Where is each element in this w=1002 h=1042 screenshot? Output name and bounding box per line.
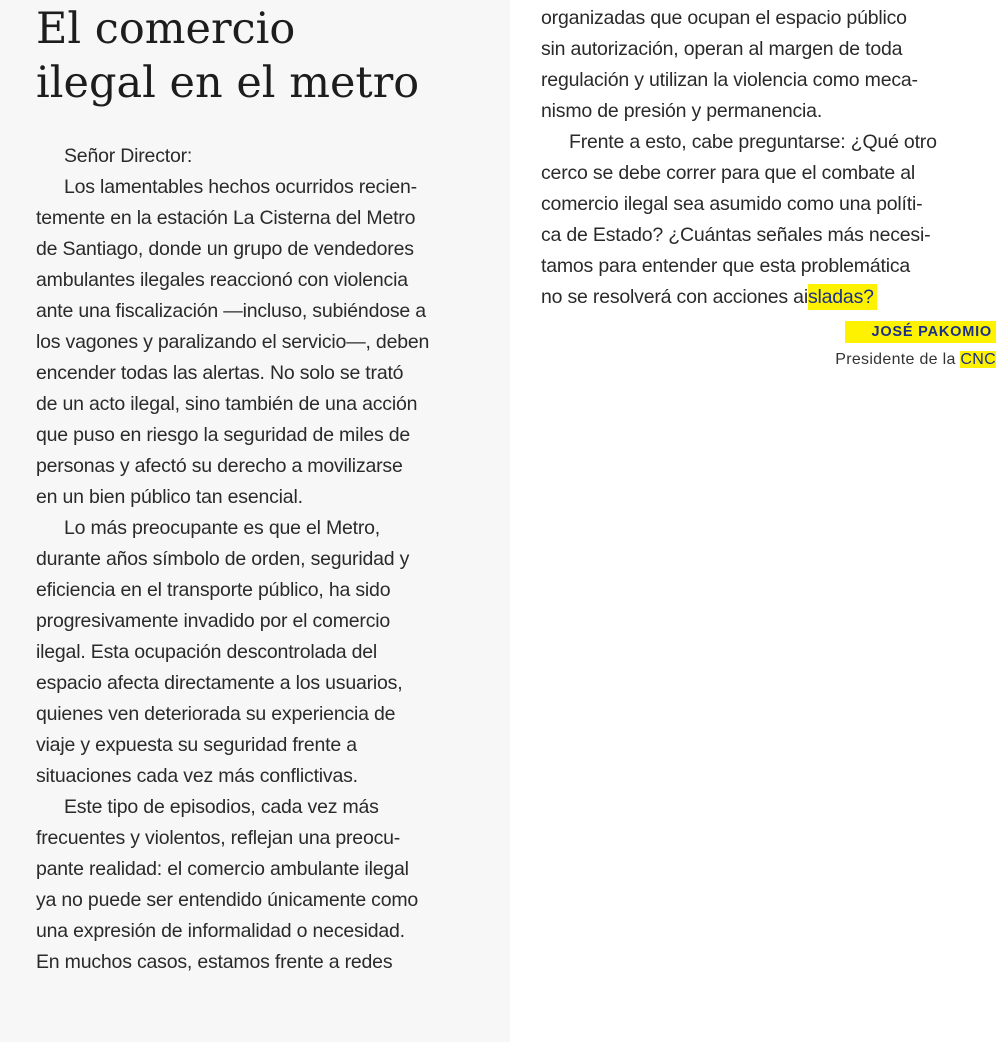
text-line: situaciones cada vez más conflictivas. — [36, 765, 358, 787]
text-line: comercio ilegal sea asumido como una políti- — [541, 193, 923, 215]
organization-acronym: CNC — [960, 351, 996, 368]
text-line: Lo más preocupante es que el Metro, — [64, 517, 381, 539]
text-line: quienes ven deteriorada su experiencia de — [36, 703, 396, 725]
text-line: pante realidad: el comercio ambulante ilegal — [36, 858, 409, 880]
text-line: temente en la estación La Cisterna del Metro — [36, 207, 416, 229]
article-title — [36, 2, 419, 110]
text-line: los vagones y paralizando el servicio—, deben — [36, 331, 430, 353]
highlighted-word: sladas? — [808, 284, 877, 310]
text-line: En muchos casos, estamos frente a redes — [36, 951, 393, 973]
right-column-text — [541, 3, 937, 313]
signature-role — [835, 347, 996, 373]
text-line: de un acto ilegal, sino también de una acción — [36, 393, 418, 415]
text-line: eficiencia en el transporte público, ha sido — [36, 579, 391, 601]
text-line: frecuentes y violentos, reflejan una preocu- — [36, 827, 401, 849]
text-line: organizadas que ocupan el espacio público — [541, 7, 907, 29]
text-line: ilegal. Esta ocupación descontrolada del — [36, 641, 378, 663]
text-line: ya no puede ser entendido únicamente como — [36, 889, 419, 911]
text-line: de Santiago, donde un grupo de vendedores — [36, 238, 414, 260]
left-column-text — [36, 141, 429, 978]
last-text-line — [541, 282, 937, 313]
text-line: viaje y expuesta su seguridad frente a — [36, 734, 357, 756]
title-line: El comercio — [36, 4, 296, 54]
text-line: Los lamentables hechos ocurridos recien- — [64, 176, 417, 198]
last-line-prefix: no se resolverá con acciones ai — [541, 286, 808, 308]
text-line: ambulantes ilegales reaccionó con violencia — [36, 269, 408, 291]
text-line: regulación y utilizan la violencia como meca- — [541, 69, 918, 91]
salutation: Señor Director: — [64, 145, 193, 167]
text-line: Este tipo de episodios, cada vez más — [64, 796, 379, 818]
text-line: personas y afectó su derecho a movilizarse — [36, 455, 403, 477]
signature-name: JOSÉ PAKOMIO — [845, 321, 996, 343]
text-line: ca de Estado? ¿Cuántas señales más necesi- — [541, 224, 931, 246]
signature-role-prefix: Presidente de la — [835, 351, 961, 368]
text-line: tamos para entender que esta problemática — [541, 255, 911, 277]
text-line: que puso en riesgo la seguridad de miles de — [36, 424, 411, 446]
text-line: una expresión de informalidad o necesidad. — [36, 920, 405, 942]
text-line: durante años símbolo de orden, seguridad y — [36, 548, 410, 570]
text-line: encender todas las alertas. No solo se trató — [36, 362, 404, 384]
text-line: en un bien público tan esencial. — [36, 486, 303, 508]
text-line: sin autorización, operan al margen de toda — [541, 38, 903, 60]
text-line: nismo de presión y permanencia. — [541, 100, 823, 122]
text-line: ante una fiscalización —incluso, subiéndose a — [36, 300, 426, 322]
title-line: ilegal en el metro — [36, 58, 420, 108]
text-line: Frente a esto, cabe preguntarse: ¿Qué otro — [569, 131, 937, 153]
text-line: progresivamente invadido por el comercio — [36, 610, 391, 632]
text-line: cerco se debe correr para que el combate al — [541, 162, 916, 184]
text-line: espacio afecta directamente a los usuarios, — [36, 672, 403, 694]
